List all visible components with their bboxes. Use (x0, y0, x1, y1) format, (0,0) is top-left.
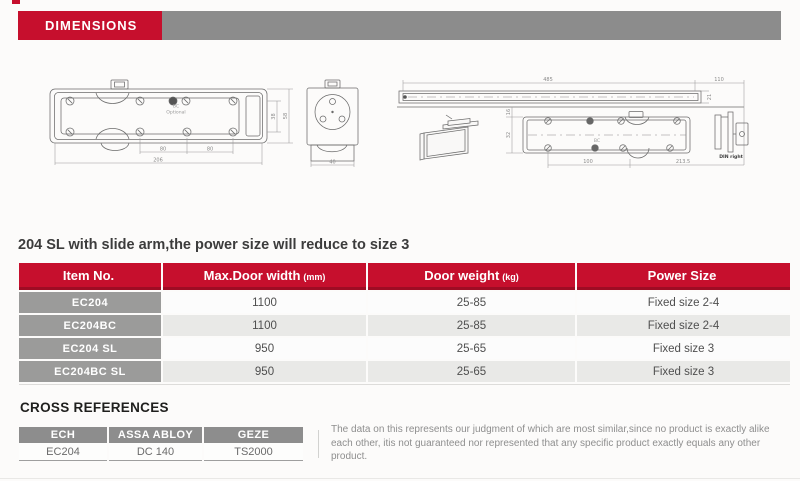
power-size-cell: Fixed size 3 (577, 361, 790, 382)
xref-header-assa-abloy: ASSA ABLOY (109, 427, 202, 443)
dim-110: 110 (714, 77, 724, 83)
item-no-cell: EC204BC SL (19, 361, 161, 382)
door-width-cell: 950 (163, 338, 366, 359)
power-size-cell: Fixed size 2-4 (577, 315, 790, 336)
plan-view-drawing (50, 80, 293, 165)
col-header-label: Door weight (424, 267, 500, 283)
dim-58: 58 (283, 112, 289, 120)
disclaimer-text: The data on this represents our judgment of which are most similar,since no product is exactly alike each other, itis not guaranteed nor represented that any specific product exactly equals any other product. (331, 424, 770, 462)
door-weight-cell: 25-85 (368, 292, 575, 313)
assembly-bc-label: BC (593, 139, 601, 144)
drawings-svg (0, 55, 800, 225)
door-weight-cell: 25-85 (368, 315, 575, 336)
dim-21: 21 (707, 93, 713, 101)
technical-drawings (0, 55, 800, 225)
col-header-unit: (kg) (502, 272, 519, 282)
xref-value-geze: TS2000 (204, 443, 303, 461)
end-view-drawing (307, 80, 358, 167)
col-header-label: Power Size (647, 267, 717, 283)
col-header-item-no (19, 263, 161, 290)
xref-value-ech: EC204 (19, 443, 107, 461)
item-no-cell: EC204BC (19, 315, 161, 336)
cross-references-table (19, 427, 303, 461)
table-underline (19, 384, 790, 385)
xref-header-ech: ECH (19, 427, 107, 443)
corner-accent (12, 0, 20, 4)
door-width-cell: 1100 (163, 315, 366, 336)
xref-value-assa-abloy: DC 140 (109, 443, 202, 461)
col-header-label: Max.Door width (203, 267, 301, 283)
perspective-sketch (420, 115, 478, 160)
xref-header-geze: GEZE (204, 427, 303, 443)
door-width-cell: 1100 (163, 292, 366, 313)
power-size-cell: Fixed size 2-4 (577, 292, 790, 313)
footer-divider (0, 478, 800, 479)
door-weight-cell: 25-65 (368, 338, 575, 359)
door-width-cell: 950 (163, 361, 366, 382)
slide-arm-note: 204 SL with slide arm,the power size will reduce to size 3 (18, 237, 410, 253)
col-header-unit: (mm) (303, 272, 326, 282)
dim-206: 206 (153, 157, 163, 164)
xref-divider (318, 430, 319, 458)
col-header-power-size (577, 263, 790, 290)
dim-40: 40 (329, 159, 336, 166)
plan-optional-label: Optional (166, 110, 186, 116)
din-right-label: DIN right (719, 155, 743, 160)
dim-213-5: 213.5 (675, 159, 691, 165)
item-no-cell: EC204 SL (19, 338, 161, 359)
col-header-door-weight (368, 263, 575, 290)
power-size-cell: Fixed size 3 (577, 338, 790, 359)
section-title: DIMENSIONS (18, 11, 162, 40)
header-gray-bar (162, 11, 781, 40)
dim-80b: 80 (206, 146, 214, 153)
dim-16: 16 (506, 108, 512, 116)
dim-80a: 80 (159, 146, 167, 153)
cross-references-title: CROSS REFERENCES (20, 400, 169, 415)
dim-32: 32 (506, 131, 512, 139)
section-header (18, 11, 781, 40)
door-weight-cell: 25-65 (368, 361, 575, 382)
col-header-label: Item No. (62, 267, 115, 283)
dim-100: 100 (583, 159, 593, 165)
spec-table (19, 263, 790, 382)
din-section (715, 112, 748, 160)
dim-485: 485 (543, 77, 553, 83)
rail-assembly-drawing (397, 77, 748, 168)
plan-bc-label: BC (172, 104, 180, 110)
dim-38: 38 (271, 113, 277, 120)
col-header-max-door-width (163, 263, 366, 290)
item-no-cell: EC204 (19, 292, 161, 313)
